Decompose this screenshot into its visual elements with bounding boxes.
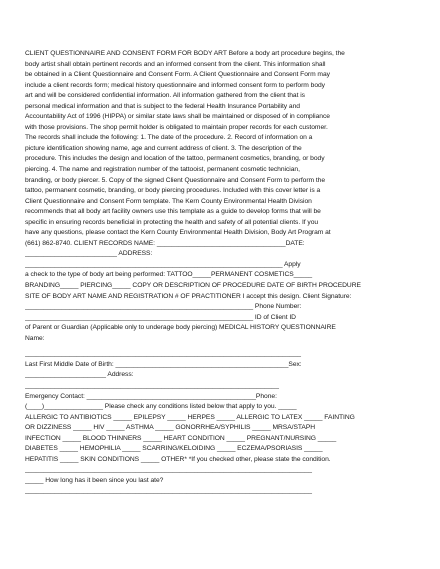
blank-field-line: _____________________________________________________________________ (25, 381, 279, 389)
consent-form-document (25, 49, 411, 497)
intro-line: Client Questionnaire and Consent Form template. The Kern County Environmental Health Division (25, 197, 312, 205)
emergency-contact-line: Emergency Contact: ______________________________________________Phone: (25, 392, 277, 400)
intro-line: recommends that all body art facility owners use this template as a guide to develop forms that will be (25, 208, 321, 216)
name-label: Name: (25, 334, 45, 342)
conditions-line: ALLERGIC TO ANTIBIOTICS _____ EPILEPSY _____ HERPES _____ ALLERGIC TO LATEX _____ FAINTING (25, 413, 355, 421)
intro-line: procedure. This includes the design and location of the tattoo, permanent cosmetics, branding, or body (25, 155, 325, 163)
conditions-line: HEPATITIS _____ SKIN CONDITIONS _____ OTHER* *If you checked other, please state the condition. (25, 455, 331, 463)
intro-line: piercing. 4. The name and registration number of the tattooist, permanent cosmetic technician, (25, 166, 300, 174)
intro-line: body artist shall obtain pertinent records and an informed consent from the client. This information shall (25, 60, 326, 68)
conditions-intro-line: (____)________________ Please check any conditions listed below that apply to you. _____ (25, 403, 297, 411)
intro-line: personal medical information and that is subject to the federal Health Insurance Portability and (25, 102, 300, 110)
conditions-line: DIABETES _____ HEMOPHILIA _____ SCARRING/KELOIDING _____ ECZEMA/PSORIASIS _____ (25, 445, 323, 453)
client-id-line: ______________________________________________________________ ID of Client ID (25, 313, 296, 321)
intro-line: tattoo, permanent cosmetic, branding, or body piercing procedures. Included with this cover letter is a (25, 187, 321, 195)
intro-line: have any questions, please contact the Kern County Environmental Health Division, Body Art Program at (25, 229, 331, 237)
body-art-type-line: a check to the type of body art being performed: TATTOO_____PERMANENT COSMETICS_____ (25, 271, 313, 279)
signature-line: SITE OF BODY ART NAME AND REGISTRATION # OF PRACTITIONER I accept this design. Client Signature: (25, 292, 352, 300)
body-art-type-line: BRANDING_____ PIERCING_____ COPY OR DESCRIPTION OF PROCEDURE DATE OF BIRTH PROCEDURE (25, 282, 361, 290)
intro-line: with those provisions. The shop permit holder is obligated to maintain proper records for each customer. (25, 123, 328, 131)
address-line: _________________________ ADDRESS: (25, 250, 153, 258)
phone-number-line: ______________________________________________________________ Phone Number: (25, 303, 302, 311)
conditions-line: INFECTION _____ BLOOD THINNERS _____ HEART CONDITION _____ PREGNANT/NURSING _____ (25, 434, 337, 442)
name-field-line: ___________________________________________________________________________ (25, 350, 301, 358)
intro-line: Accountability Act of 1996 (HIPPA) or similar state laws shall be maintained or disposed of in compliance (25, 113, 330, 121)
intro-line: specific in ensuring records beneficial in protecting the health and safety of all potential clients. If you (25, 218, 319, 226)
address-field-line: ______________________ Address: (25, 371, 134, 379)
guardian-line: of Parent or Guardian (Applicable only to underage body piercing) MEDICAL HISTORY QUESTIONNAIRE (25, 324, 336, 332)
blank-field-line: ______________________________________________________________________________ (25, 487, 312, 495)
intro-line: CLIENT QUESTIONNAIRE AND CONSENT FORM FOR BODY ART Before a body art procedure begins, the (25, 50, 345, 57)
blank-field-line: ______________________________________________________________________________ (25, 466, 312, 474)
intro-line: The records shall include the following: 1. The date of the procedure. 2. Record of information on a (25, 134, 313, 142)
last-ate-line: _____ How long has it been since you last ate? (25, 476, 164, 484)
apply-line: ______________________________________________________________________ Apply (25, 260, 301, 268)
intro-line: include a client records form; medical history questionnaire and informed consent form to perform body (25, 81, 325, 89)
conditions-line: OR DIZZINESS _____ HIV _____ ASTHMA _____ GONORRHEA/SYPHILIS _____ MRSA/STAPH (25, 424, 316, 432)
intro-line: branding, or body piercer. 5. Copy of the signed Client Questionnaire and Consent Form to perform the (25, 176, 326, 184)
intro-line: picture identification showing name, age and current address of client. 3. The description of the (25, 144, 302, 152)
intro-line: art and will be considered confidential information. All information gathered from the client that is (25, 92, 305, 100)
client-records-name-line: (661) 862-8740. CLIENT RECORDS NAME: ___________________________________DATE: (25, 239, 305, 247)
intro-line: be obtained in a Client Questionnaire and Consent Form. A Client Questionnaire and Consent Form may (25, 71, 330, 79)
dob-sex-line: Last First Middle Date of Birth: _______________________________________________Sex: (25, 360, 302, 368)
